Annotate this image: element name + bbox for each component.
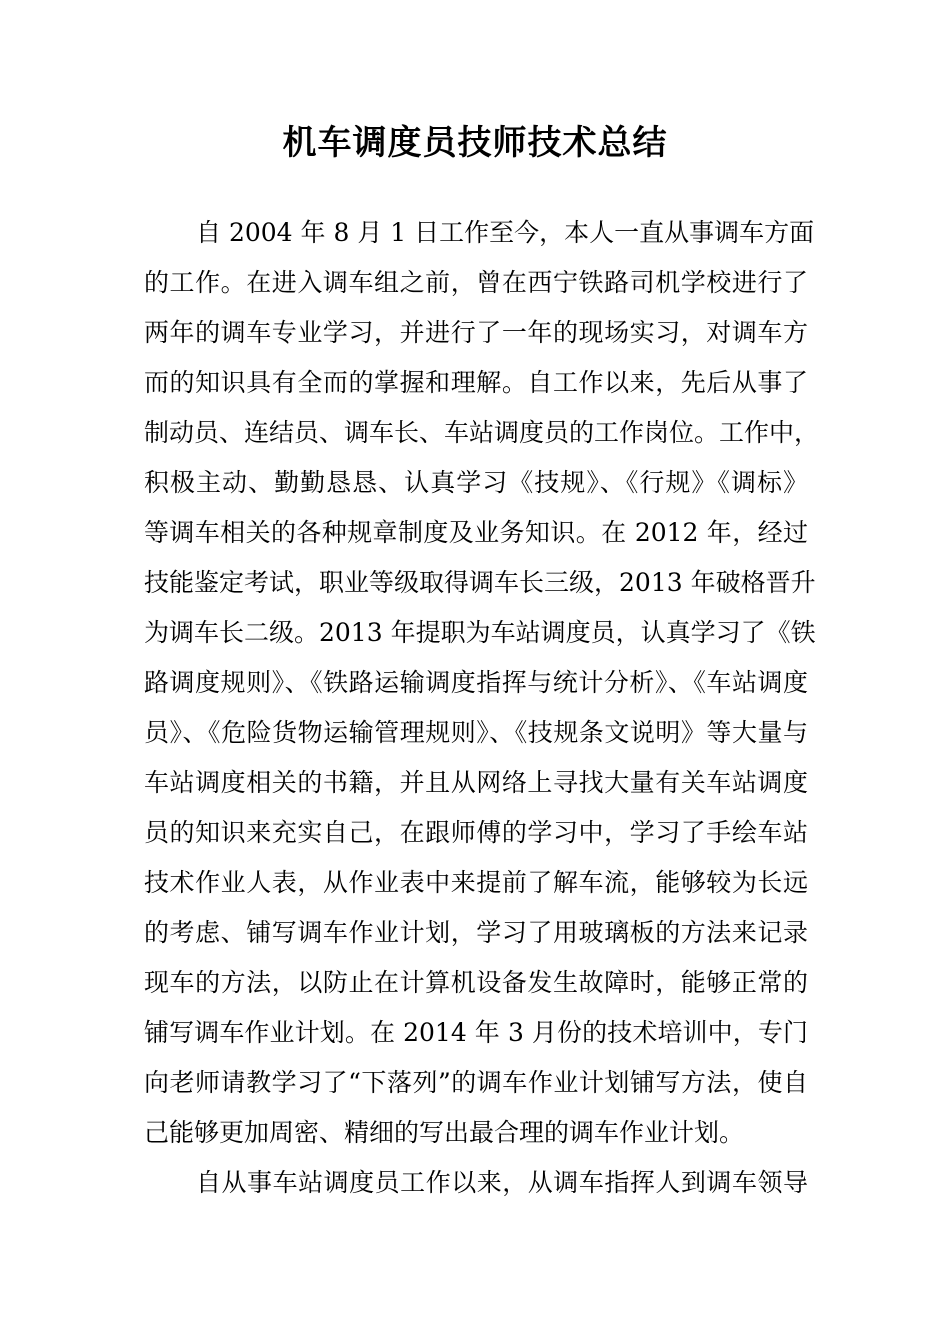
text-line: 技术作业人表，从作业表中来提前了解车流，能够较为长远 [144,868,808,897]
text-line: 为调车长二级。2013 年提职为车站调度员，认真学习了《铁 [144,618,816,647]
text-line: 积极主动、勤勤恳恳、认真学习《技规》、《行规》《调标》 [144,468,808,497]
document-body [144,208,820,1208]
paragraph [144,1158,808,1208]
text-line: 铺写调车作业计划。在 2014 年 3 月份的技术培训中，专门 [144,1018,808,1047]
text-line: 的工作。在进入调车组之前，曾在西宁铁路司机学校进行了 [144,268,808,297]
text-line: 路调度规则》、《铁路运输调度指挥与统计分析》、《车站调度 [144,668,808,697]
text-line: 自从事车站调度员工作以来，从调车指挥人到调车领导 [196,1168,808,1197]
text-line: 现车的方法，以防止在计算机设备发生故障时，能够正常的 [144,968,808,997]
text-line: 向老师请教学习了“下落列”的调车作业计划铺写方法，使自 [144,1068,808,1097]
text-line: 而的知识具有全而的掌握和理解。自工作以来，先后从事了 [144,368,808,397]
text-line: 等调车相关的各种规章制度及业务知识。在 2012 年，经过 [144,518,808,547]
text-line: 制动员、连结员、调车长、车站调度员的工作岗位。工作中， [144,418,820,447]
document-title: 机车调度员技师技术总结 [282,123,668,163]
paragraph [144,208,820,1158]
text-line: 员的知识来充实自己，在跟师傅的学习中，学习了手绘车站 [144,818,808,847]
text-line: 自 2004 年 8 月 1 日工作至今，本人一直从事调车方面 [196,218,815,247]
text-line: 技能鉴定考试，职业等级取得调车长三级，2013 年破格晋升 [144,568,816,597]
text-line: 车站调度相关的书籍，并且从网络上寻找大量有关车站调度 [144,768,808,797]
text-line: 己能够更加周密、精细的写出最合理的调车作业计划。 [144,1118,745,1147]
text-line: 两年的调车专业学习，并进行了一年的现场实习，对调车方 [144,318,808,347]
text-line: 员》、《危险货物运输管理规则》、《技规条文说明》等大量与 [144,718,808,747]
text-line: 的考虑、铺写调车作业计划，学习了用玻璃板的方法来记录 [144,918,808,947]
